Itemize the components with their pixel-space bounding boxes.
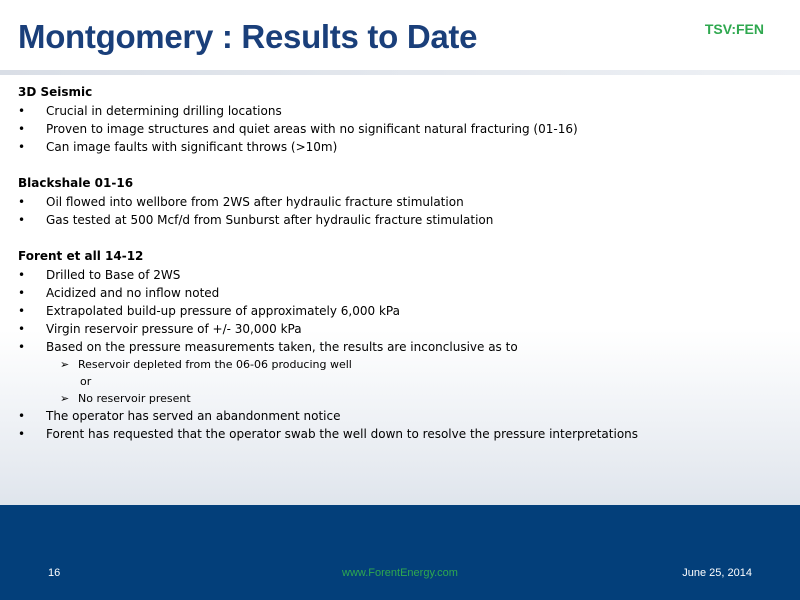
- header-divider: [0, 70, 800, 75]
- bullet-icon: •: [18, 322, 26, 336]
- list-item-text: Acidized and no inflow noted: [46, 286, 220, 300]
- list-item-text: Virgin reservoir pressure of +/- 30,000 kPa: [46, 322, 302, 336]
- page-number: 16: [48, 567, 61, 579]
- list-item-text: Proven to image structures and quiet areas with no significant natural fracturing (01-16): [46, 122, 578, 136]
- list-item-text: Can image faults with significant throws (>10m): [46, 140, 338, 154]
- list-item-text: The operator has served an abandonment notice: [46, 409, 341, 423]
- section-forent: [18, 247, 788, 443]
- website-link[interactable]: www.ForentEnergy.com: [342, 567, 458, 579]
- sub-list-item: [18, 390, 788, 407]
- list-item: [18, 302, 788, 320]
- list-item-text: Crucial in determining drilling locations: [46, 104, 282, 118]
- list-item: [18, 425, 788, 443]
- list-item: [18, 338, 788, 356]
- bullet-icon: •: [18, 409, 26, 423]
- slide-content: [18, 80, 788, 461]
- section-heading: 3D Seismic: [18, 85, 93, 99]
- list-item: [18, 102, 788, 120]
- list-item: [18, 193, 788, 211]
- bullet-icon: •: [18, 195, 26, 209]
- list-item-text: Forent has requested that the operator swab the well down to resolve the pressure interpretations: [46, 427, 639, 441]
- list-item: [18, 120, 788, 138]
- list-item-text: Drilled to Base of 2WS: [46, 268, 181, 282]
- bullet-icon: •: [18, 268, 26, 282]
- list-item: [18, 407, 788, 425]
- sub-list-connector: [18, 373, 788, 390]
- bullet-icon: •: [18, 427, 26, 441]
- list-item: [18, 138, 788, 156]
- bullet-icon: •: [18, 286, 26, 300]
- list-item: [18, 320, 788, 338]
- list-item-text: Gas tested at 500 Mcf/d from Sunburst after hydraulic fracture stimulation: [46, 213, 494, 227]
- section-blackshale: [18, 174, 788, 229]
- footer-bar: [0, 505, 800, 600]
- list-item-text: Based on the pressure measurements taken, the results are inconclusive as to: [46, 340, 518, 354]
- list-item-text: Oil flowed into wellbore from 2WS after hydraulic fracture stimulation: [46, 195, 464, 209]
- sub-list-item-text: No reservoir present: [78, 392, 191, 405]
- list-item: [18, 211, 788, 229]
- sub-list-item-text: Reservoir depleted from the 06-06 producing well: [78, 358, 352, 371]
- list-item-text: Extrapolated build-up pressure of approximately 6,000 kPa: [46, 304, 400, 318]
- bullet-icon: •: [18, 304, 26, 318]
- section-heading: Blackshale 01-16: [18, 176, 134, 190]
- list-item: [18, 266, 788, 284]
- bullet-icon: •: [18, 340, 26, 354]
- section-3d-seismic: [18, 83, 788, 156]
- list-item: [18, 284, 788, 302]
- arrow-bullet-icon: ➢: [60, 358, 70, 371]
- bullet-icon: •: [18, 122, 26, 136]
- bullet-icon: •: [18, 104, 26, 118]
- section-heading: Forent et all 14-12: [18, 249, 144, 263]
- footer-date: June 25, 2014: [682, 567, 752, 579]
- sub-list-or-text: or: [80, 375, 92, 388]
- ticker-symbol: TSV:FEN: [704, 21, 764, 37]
- bullet-icon: •: [18, 213, 26, 227]
- arrow-bullet-icon: ➢: [60, 392, 70, 405]
- page-title: Montgomery : Results to Date: [18, 18, 478, 55]
- bullet-icon: •: [18, 140, 26, 154]
- sub-list-item: [18, 356, 788, 373]
